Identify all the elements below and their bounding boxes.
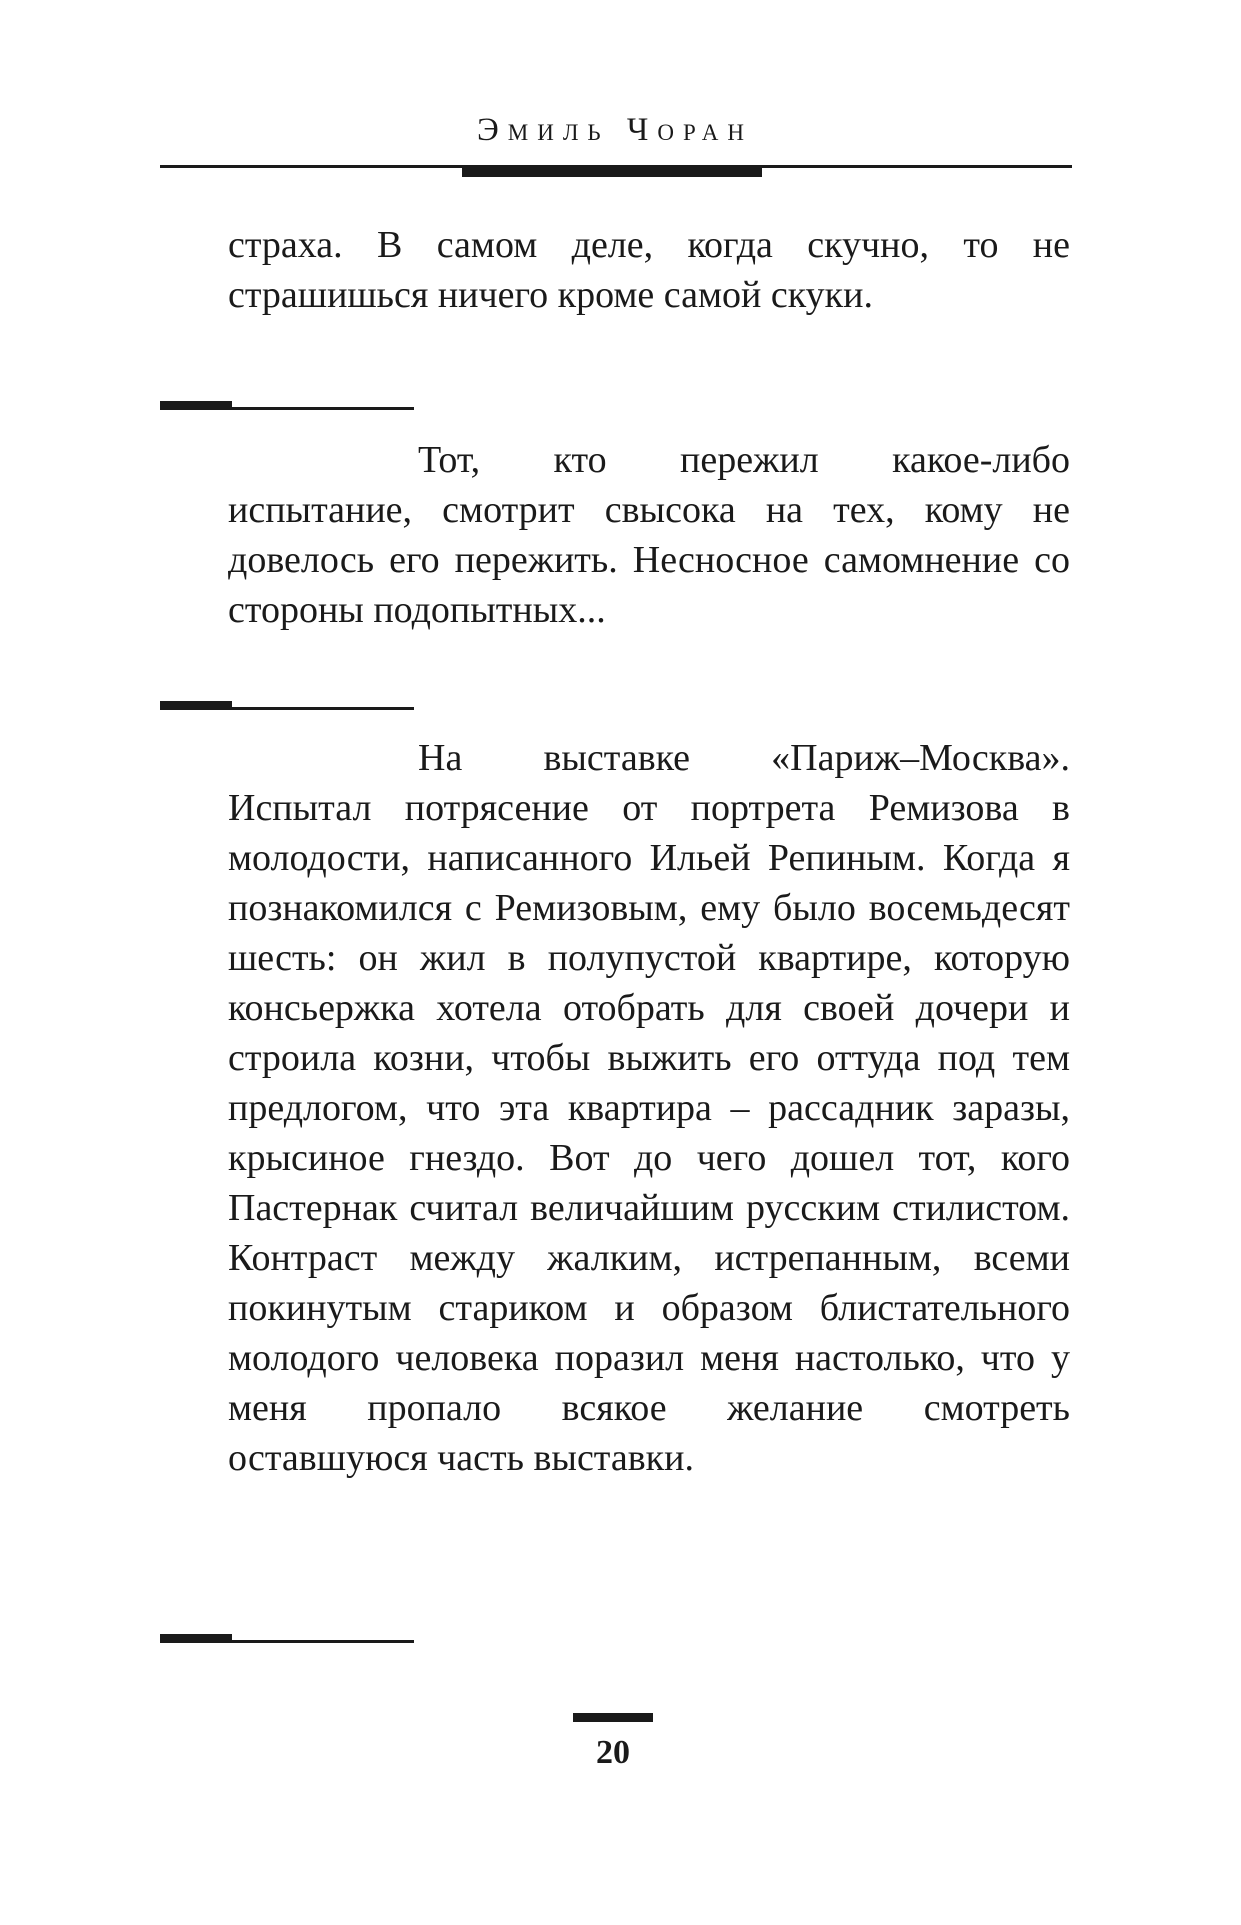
section-separator [160, 1629, 414, 1643]
header-rule-accent [462, 168, 762, 177]
page-number-rule [573, 1713, 653, 1722]
paragraph-exhibition: На выставке «Париж–Москва». Испытал потрясение от портрета Ремизова в молодости, написанного Ильей Репиным. Когда я познакомился с Ремизовым, ему было восемьдесят шесть: он жил в полупустой квартире, которую консьержка хотела отобрать для своей дочери и строила козни, чтобы выжить его оттуда под тем предлогом, что эта квартира – рассадник заразы, крысиное гнездо. Вот до чего дошел тот, кого Пастернак считал величайшим русским стилистом. Контраст между жалким, истрепанным, всеми покинутым стариком и образом блистательного молодого человека поразил меня настолько, что у меня пропало всякое желание смотреть оставшуюся часть выставки. [228, 737, 1070, 1479]
section-separator [160, 696, 414, 710]
running-header-author: Эмиль Чоран [476, 112, 754, 148]
section-separator [160, 396, 414, 410]
page-number: 20 [596, 1734, 630, 1771]
paragraph-aphorism: Тот, кто пережил какое-либо испытание, смотрит свысока на тех, кому не довелось его пережить. Несносное самомнение со стороны подопытных... [228, 439, 1070, 631]
paragraph-continued: страха. В самом деле, когда скучно, то не страшишься ничего кроме самой скуки. [228, 224, 1070, 316]
